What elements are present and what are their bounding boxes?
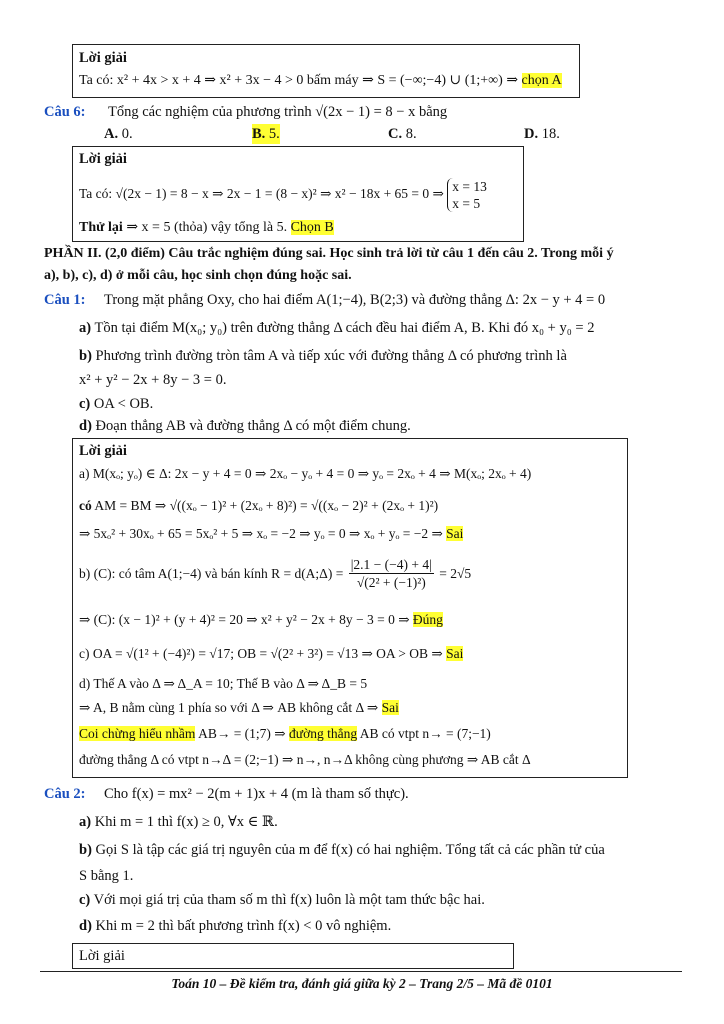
option-c: C. 8. xyxy=(388,126,417,142)
solution-check: Thử lại ⇒ x = 5 (thỏa) vậy tổng là 5. Chọn B xyxy=(79,220,334,235)
q1-sol-line-2: có AM = BM ⇒ √((xₒ − 1)² + (2xₒ + 8)²) = √((xₒ − 2)² + (2xₒ + 1)²) xyxy=(79,498,439,513)
question-1-label: Câu 1: xyxy=(44,292,86,308)
question-2-label: Câu 2: xyxy=(44,786,86,802)
q1-sol-line-6: c) OA = √(1² + (−4)²) = √17; OB = √(2² + 3²) = √13 ⇒ OA > OB ⇒ Sai xyxy=(79,646,464,661)
question-1-text: Trong mặt phẳng Oxy, cho hai điểm A(1;−4), B(2;3) và đường thẳng Δ: 2x − y + 4 = 0 xyxy=(104,292,606,308)
page-footer: Toán 10 – Đề kiểm tra, đánh giá giữa kỳ 2 – Trang 2/5 – Mã đề 0101 xyxy=(171,976,553,991)
q2-item-a: a) Khi m = 1 thì f(x) ≥ 0, ∀x ∈ ℝ. xyxy=(79,814,278,830)
q2-item-b: b) Gọi S là tập các giá trị nguyên của m để f(x) có hai nghiệm. Tổng tất cả các phần tử của xyxy=(79,842,605,858)
q2-item-d: d) Khi m = 2 thì bất phương trình f(x) < 0 vô nghiệm. xyxy=(79,918,392,934)
roots-brace: x = 13 x = 5 xyxy=(447,178,487,212)
solution-box-q2 xyxy=(72,943,514,969)
solution-line-1: Ta có: √(2x − 1) = 8 − x ⇒ 2x − 1 = (8 − x)² ⇒ x² − 18x + 65 = 0 ⇒ x = 13 x = 5 xyxy=(79,179,487,211)
q1-sol-line-4: b) (C): có tâm A(1;−4) và bán kính R = d(A;Δ) = $\frac{|2.1 - (-4) + 4|}{\text{√(2² + (−1)²)}}$ = 2√5 xyxy=(79,557,472,591)
q1-item-b: b) Phương trình đường tròn tâm A và tiếp xúc với đường thẳng Δ có phương trình là xyxy=(79,348,567,364)
q1-sol-line-7: d) Thế A vào Δ ⇒ Δ_A = 10; Thế B vào Δ ⇒ Δ_B = 5 xyxy=(79,676,368,691)
solution-title: Lời giải xyxy=(79,151,127,167)
part-2-heading-line-1: PHẦN II. (2,0 điểm) Câu trắc nghiệm đúng sai. Học sinh trả lời từ câu 1 đến câu 2. Trong mỗi ý xyxy=(44,246,614,261)
q1-sol-line-8: ⇒ A, B nằm cùng 1 phía so với Δ ⇒ AB không cắt Δ ⇒ Sai xyxy=(79,700,399,715)
q1-sol-line-10: đường thẳng Δ có vtpt n→Δ = (2;−1) ⇒ n→, n→Δ không cùng phương ⇒ AB cắt Δ xyxy=(79,752,531,767)
answer-highlight: chọn A xyxy=(521,73,562,88)
option-d: D. 18. xyxy=(524,126,560,142)
part-2-heading-line-2: a), b), c), d) ở mỗi câu, học sinh chọn đúng hoặc sai. xyxy=(44,268,352,283)
footer-rule xyxy=(40,971,682,972)
q1-sol-line-3: ⇒ 5xₒ² + 30xₒ + 65 = 5xₒ² + 5 ⇒ xₒ = −2 ⇒ yₒ = 0 ⇒ xₒ + yₒ = −2 ⇒ Sai xyxy=(79,526,464,541)
q1-sol-line-1: a) M(xₒ; yₒ) ∈ Δ: 2x − y + 4 = 0 ⇒ 2xₒ − yₒ + 4 = 0 ⇒ yₒ = 2xₒ + 4 ⇒ M(xₒ; 2xₒ + 4) xyxy=(79,466,532,481)
question-6-label: Câu 6: xyxy=(44,104,86,120)
q2-item-b-cont: S bằng 1. xyxy=(79,868,134,884)
q1-sol-line-5: ⇒ (C): (x − 1)² + (y + 4)² = 20 ⇒ x² + y² − 2x + 8y − 3 = 0 ⇒ Đúng xyxy=(79,612,443,627)
radius-fraction: $\frac{|2.1 - (-4) + 4|}{\text{√(2² + (−1)²)}}$ xyxy=(350,557,432,591)
question-2-text: Cho f(x) = mx² − 2(m + 1)x + 4 (m là tham số thực). xyxy=(104,786,409,802)
q1-item-d: d) Đoạn thẳng AB và đường thẳng Δ có một điểm chung. xyxy=(79,418,411,434)
solution-title: Lời giải xyxy=(79,948,125,964)
question-6-text: Tổng các nghiệm của phương trình √(2x − 1) = 8 − x bằng xyxy=(108,104,448,120)
option-a: A. 0. xyxy=(104,126,133,142)
q1-item-a: a) Tồn tại điểm M(x₀; y₀) trên đường thẳng Δ cách đều hai điểm A, B. Khi đó x₀ + y₀ = 2 xyxy=(79,320,595,336)
option-b: B. 5. xyxy=(252,126,280,142)
solution-line: Ta có: x² + 4x > x + 4 ⇒ x² + 3x − 4 > 0 bấm máy ⇒ S = (−∞;−4) ∪ (1;+∞) ⇒ chọn A xyxy=(79,73,562,88)
solution-title: Lời giải xyxy=(79,443,127,459)
q1-sol-line-9: Coi chừng hiểu nhầm AB→ = (1;7) ⇒ đường thẳng AB có vtpt n→ = (7;−1) xyxy=(79,726,491,741)
q1-item-b-cont: x² + y² − 2x + 8y − 3 = 0. xyxy=(79,372,227,388)
solution-title: Lời giải xyxy=(79,50,127,66)
q2-item-c: c) Với mọi giá trị của tham số m thì f(x) luôn là một tam thức bậc hai. xyxy=(79,892,485,908)
q1-item-c: c) OA < OB. xyxy=(79,396,154,412)
